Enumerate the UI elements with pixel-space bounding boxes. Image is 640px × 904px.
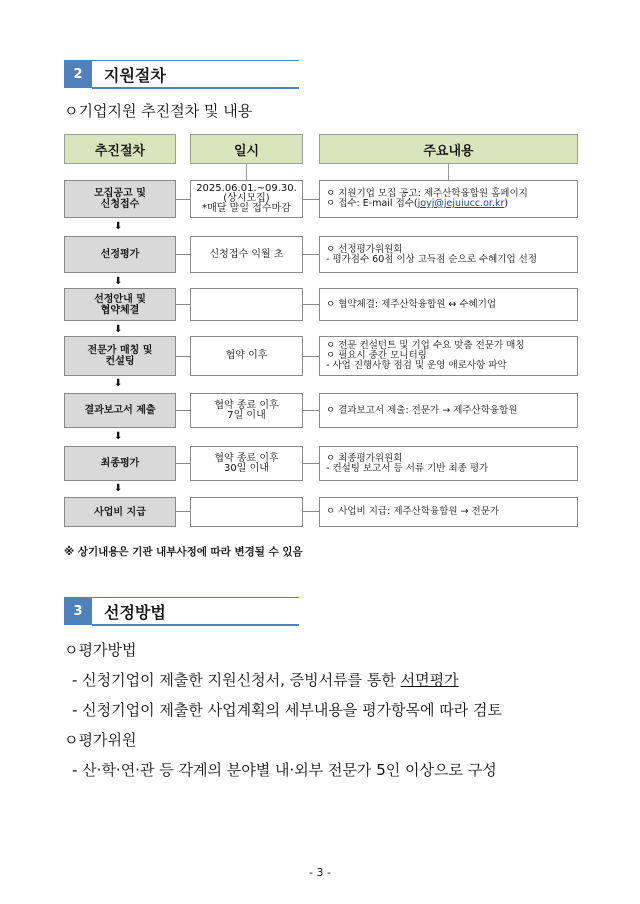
date-text: 30일 이내 xyxy=(224,462,269,474)
date-text: (상시모집) xyxy=(223,193,270,204)
step-final-report xyxy=(64,393,176,428)
content-text: ㅇ 선정평가위원회 xyxy=(326,243,403,255)
eval-committee-heading: ㅇ평가위원 xyxy=(64,731,137,749)
content-text: ㅇ 최종평가위원회 xyxy=(326,452,403,464)
email-link[interactable]: joyj@jejuiucc.or.kr xyxy=(417,198,505,209)
date-final-report xyxy=(190,393,303,428)
section-2-header xyxy=(64,60,299,88)
connector-line xyxy=(176,463,190,464)
date-payment xyxy=(190,497,303,527)
down-arrow-icon: ⬇ xyxy=(114,324,123,335)
date-text: 협약 종료 이후 xyxy=(214,399,279,411)
content-payment xyxy=(319,497,578,527)
connector-line xyxy=(448,164,449,180)
header-date: 일시 xyxy=(190,134,303,164)
date-text: 7일 이내 xyxy=(227,409,266,421)
connector-line xyxy=(303,304,319,305)
step-consulting xyxy=(64,336,176,376)
content-final-eval xyxy=(319,446,578,481)
connector-line xyxy=(246,164,247,180)
connector-line xyxy=(303,410,319,411)
support-process-heading: ㅇ기업지원 추진절차 및 내용 xyxy=(64,102,253,120)
content-text: ㅇ 전문 컨설턴트 및 기업 수요 맞춤 전문가 매칭 xyxy=(326,340,525,351)
connector-line xyxy=(303,463,319,464)
content-selection-eval xyxy=(319,236,578,273)
header-step: 추진절차 xyxy=(64,134,176,164)
step-label: 최종평가 xyxy=(100,458,140,469)
down-arrow-icon: ⬇ xyxy=(114,431,123,442)
content-consulting xyxy=(319,336,578,376)
disclaimer-note: ※ 상기내용은 기관 내부사정에 따라 변경될 수 있음 xyxy=(64,546,303,558)
content-recruitment xyxy=(319,180,578,218)
step-label: 협약체결 xyxy=(100,304,140,316)
connector-line xyxy=(176,410,190,411)
connector-line xyxy=(303,254,319,255)
step-recruitment xyxy=(64,180,176,218)
down-arrow-icon: ⬇ xyxy=(114,221,123,232)
section-number: 2 xyxy=(64,60,92,88)
page-number: - 3 - xyxy=(309,866,331,879)
step-label: 결과보고서 제출 xyxy=(84,405,156,416)
date-consulting xyxy=(190,336,303,376)
content-text: - 사업 진행사항 점검 및 운영 애로사항 파악 xyxy=(326,360,507,371)
eval-committee-line-1: - 산·학·연·관 등 각계의 분야별 내·외부 전문가 5인 이상으로 구성 xyxy=(72,761,497,779)
content-text: ㅇ 접수: E-mail 접수( xyxy=(326,198,418,209)
eval-method-line-1 xyxy=(72,669,459,690)
connector-line xyxy=(303,511,319,512)
section-line-bottom xyxy=(92,87,299,89)
section-line-top xyxy=(92,597,299,598)
connector-line xyxy=(303,356,319,357)
content-text: ㅇ 지원기업 모집 공고: 제주산학융합원 홈페이지 xyxy=(326,188,528,199)
content-agreement xyxy=(319,288,578,321)
date-text: 신청접수 익월 초 xyxy=(209,248,284,260)
eval-method-heading: ㅇ평가방법 xyxy=(64,641,137,659)
section-title: 선정방법 xyxy=(104,603,166,622)
section-line-top xyxy=(92,60,299,61)
step-label: 선정안내 및 xyxy=(94,293,146,305)
connector-line xyxy=(176,511,190,512)
down-arrow-icon: ⬇ xyxy=(114,483,123,494)
content-final-report xyxy=(319,393,578,428)
eval-text-underlined: 서면평가 xyxy=(400,671,459,689)
date-recruitment xyxy=(190,180,303,218)
step-label: 전문가 매칭 및 xyxy=(87,345,153,356)
content-text: - 평가점수 60점 이상 고득점 순으로 수혜기업 선정 xyxy=(326,253,538,265)
content-text: ㅇ 결과보고서 제출: 전문가 → 제주산학융합원 xyxy=(326,404,518,416)
date-text: 협약 이후 xyxy=(225,350,268,361)
content-text: ㅇ 협약체결: 제주산학융합원 ↔ 수혜기업 xyxy=(326,298,497,310)
step-agreement xyxy=(64,288,176,321)
date-text: 협약 종료 이후 xyxy=(214,452,279,464)
date-text: *매달 말일 접수마감 xyxy=(202,203,291,214)
eval-text: - 신청기업이 제출한 지원신청서, 증빙서류를 통한 xyxy=(72,671,401,689)
step-label: 선정평가 xyxy=(100,249,140,260)
step-label: 신청접수 xyxy=(100,199,140,210)
step-label: 사업비 지급 xyxy=(94,506,146,518)
content-text: ㅇ 사업비 지급: 제주산학융합원 → 전문가 xyxy=(326,506,500,517)
connector-line xyxy=(176,199,190,200)
content-text xyxy=(326,199,577,209)
date-agreement xyxy=(190,288,303,321)
content-text: - 컨설팅 보고서 등 서류 기반 최종 평가 xyxy=(326,462,489,474)
content-text: ) xyxy=(504,198,509,209)
section-number: 3 xyxy=(64,597,92,625)
step-payment xyxy=(64,497,176,527)
connector-line xyxy=(176,356,190,357)
down-arrow-icon: ⬇ xyxy=(114,378,123,389)
header-content: 주요내용 xyxy=(319,134,578,164)
date-text: 2025.06.01.~09.30. xyxy=(196,183,297,194)
connector-line xyxy=(176,304,190,305)
section-3-header xyxy=(64,597,299,625)
eval-method-line-2: - 신청기업이 제출한 사업계획의 세부내용을 평가항목에 따라 검토 xyxy=(72,701,503,719)
connector-line xyxy=(176,254,190,255)
step-selection-eval xyxy=(64,236,176,273)
step-final-eval xyxy=(64,446,176,481)
connector-line xyxy=(303,199,319,200)
step-label: 모집공고 및 xyxy=(94,188,146,199)
section-line-bottom xyxy=(92,624,299,626)
step-label: 컨설팅 xyxy=(105,356,135,367)
down-arrow-icon: ⬇ xyxy=(114,276,123,287)
date-final-eval xyxy=(190,446,303,481)
section-title: 지원절차 xyxy=(104,66,166,85)
content-text: ㅇ 필요시 중간 모니터링 xyxy=(326,350,427,361)
date-selection-eval xyxy=(190,236,303,273)
